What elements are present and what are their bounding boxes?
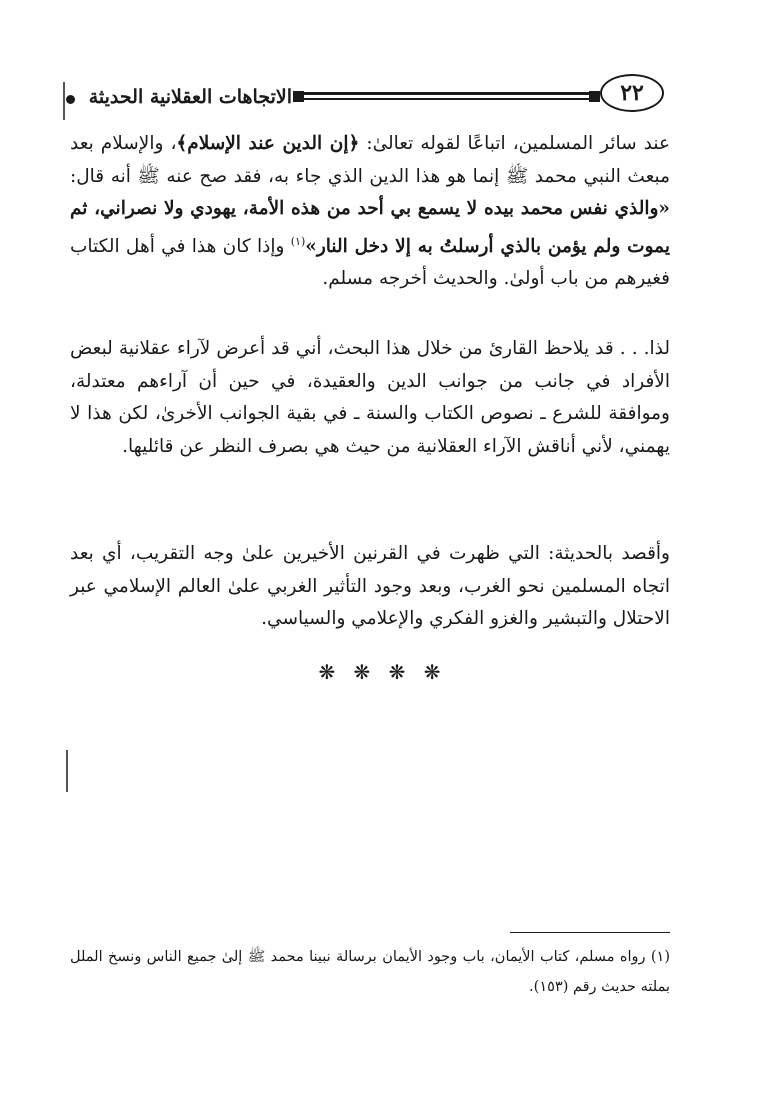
paragraph-2: لذا. . . قد يلاحظ القارئ من خلال هذا البحث، أني قد أعرض لآراء عقلانية لبعض الأفراد في جانب من جوانب الدين والعقيدة، في حين أن آراءهم معتدلة، وموافقة للشرع ـ نصوص الكتاب والسنة ـ في بقية الجوانب الأخرىٰ، لكن هذا لا يهمني، لأني أناقش الآراء العقلانية من حيث هي بصرف النظر عن قائليها. [70,338,670,457]
scan-margin-mark [63,82,65,120]
paragraph-3: وأقصد بالحديثة: التي ظهرت في القرنين الأخيرين علىٰ وجه التقريب، أي بعد اتجاه المسلمين نحو الغرب، وبعد وجود التأثير الغربي علىٰ العالم الإسلامي عبر الاحتلال والتبشير والغزو الفكري والإعلامي والسياسي. [70,543,670,629]
header-rule-ornament-left [293,91,304,102]
title-bullet-icon [66,95,75,104]
paragraph-1-lead: عند سائر المسلمين، اتباعًا لقوله تعالىٰ: [359,133,670,154]
footnote-rule [510,932,670,933]
header-rule-line [304,92,589,95]
footnote-reference: (١) [290,234,306,248]
paragraph-1-middle: ، والإسلام بعد مبعث النبي محمد ﷺ إنما هو هذا الدين الذي جاء به، فقد صح عنه ﷺ أنه قال: [70,133,670,187]
paragraph-1-end: وإذا كان هذا في أهل الكتاب فغيرهم من باب أولىٰ. والحديث أخرجه مسلم. [70,235,670,290]
hadith-quote: «والذي نفس محمد بيده لا يسمع بي أحد من هذه الأمة، يهودي ولا نصراني، ثم يموت ولم يؤمن بالذي أرسلتُ به إلا دخل النار» [70,198,670,257]
header-rule-ornament-right [589,91,600,102]
scan-margin-mark [66,750,68,792]
header-rule-line-thin [304,98,589,100]
section-separator: ❋ ❋ ❋ ❋ [318,660,447,684]
paragraph-1 [70,128,670,296]
quran-quote: ﴿إن الدين عند الإسلام﴾ [176,133,360,154]
footnote: (١) رواه مسلم، كتاب الأيمان، باب وجود الأيمان برسالة نبينا محمد ﷺ إلىٰ جميع الناس ونسخ الملل بملته حديث رقم (١٥٣). [70,949,670,995]
running-title: الاتجاهات العقلانية الحديثة [88,86,292,108]
page-number: ٢٢ [600,74,664,112]
